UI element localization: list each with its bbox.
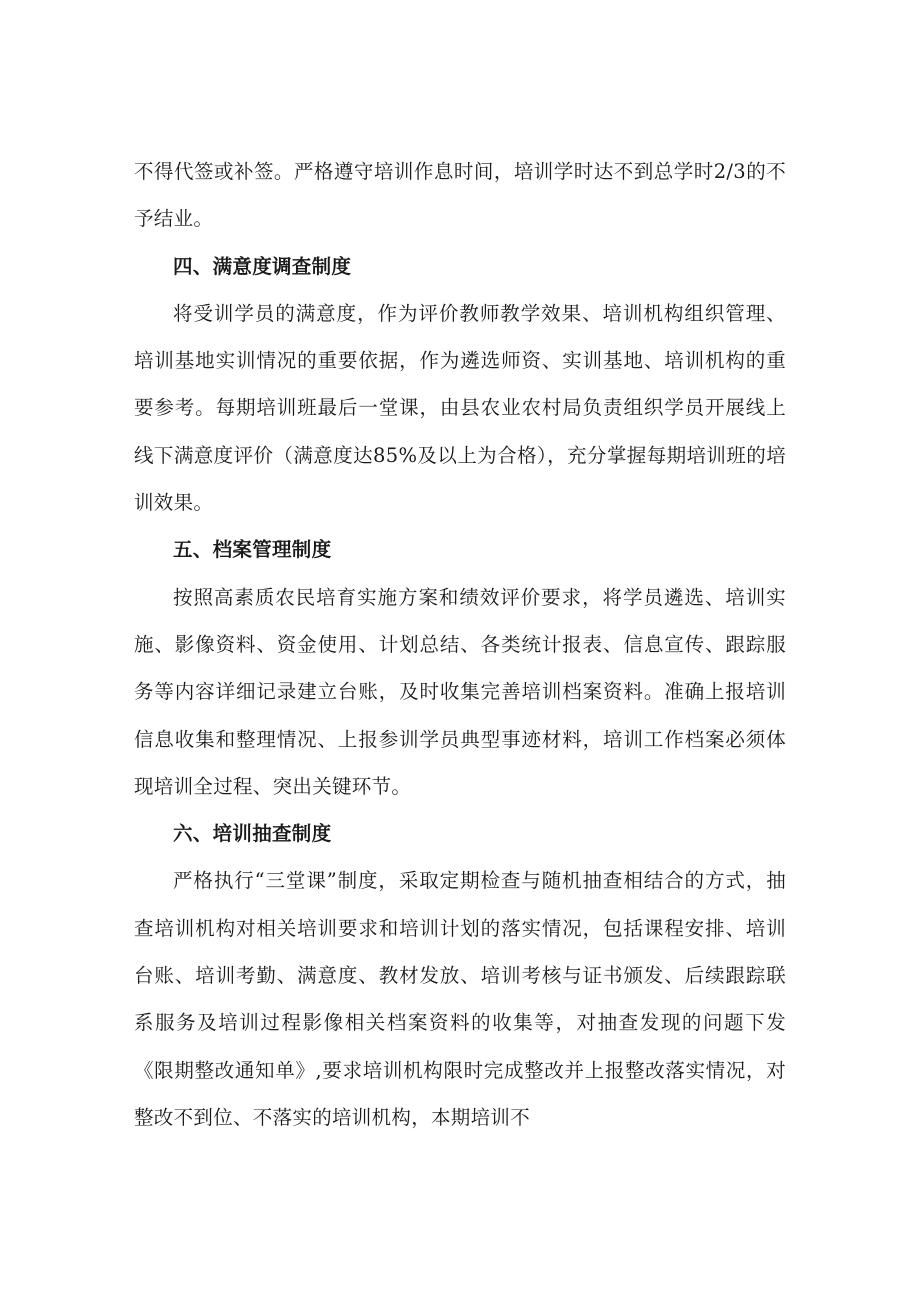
document-page (134, 148, 786, 1141)
heading-training-inspection: 六、培训抽查制度 (173, 822, 332, 846)
heading-satisfaction-survey: 四、满意度调查制度 (173, 254, 352, 278)
paragraph-attendance-end: 不得代签或补签。严格遵守培训作息时间，培训学时达不到总学时2/3的不予结业。 (134, 160, 786, 231)
heading-archive-management: 五、档案管理制度 (173, 538, 332, 562)
paragraph-training-inspection: 严格执行“三堂课”制度，采取定期检查与随机抽查相结合的方式，抽查培训机构对相关培训要求和培训计划的落实情况，包括课程安排、培训台账、培训考勤、满意度、教材发放、培训考核与证书颁发、后续跟踪联系服务及培训过程影像相关档案资料的收集等，对抽查发现的问题下发《限期整改通知单》,要求培训机构限时完成整改并上报整改落实情况，对整改不到位、不落实的培训机构，本期培训不 (134, 869, 786, 1129)
paragraph-archive-management: 按照高素质农民培育实施方案和绩效评价要求，将学员遴选、培训实施、影像资料、资金使用、计划总结、各类统计报表、信息宣传、跟踪服务等内容详细记录建立台账，及时收集完善培训档案资料。准确上报培训信息收集和整理情况、上报参训学员典型事迹材料，培训工作档案必须体现培训全过程、突出关键环节。 (134, 585, 786, 798)
paragraph-satisfaction-survey: 将受训学员的满意度，作为评价教师教学效果、培训机构组织管理、培训基地实训情况的重要依据，作为遴选师资、实训基地、培训机构的重要参考。每期培训班最后一堂课，由县农业农村局负责组织学员开展线上线下满意度评价（满意度达85%及以上为合格），充分掌握每期培训班的培训效果。 (134, 301, 786, 515)
